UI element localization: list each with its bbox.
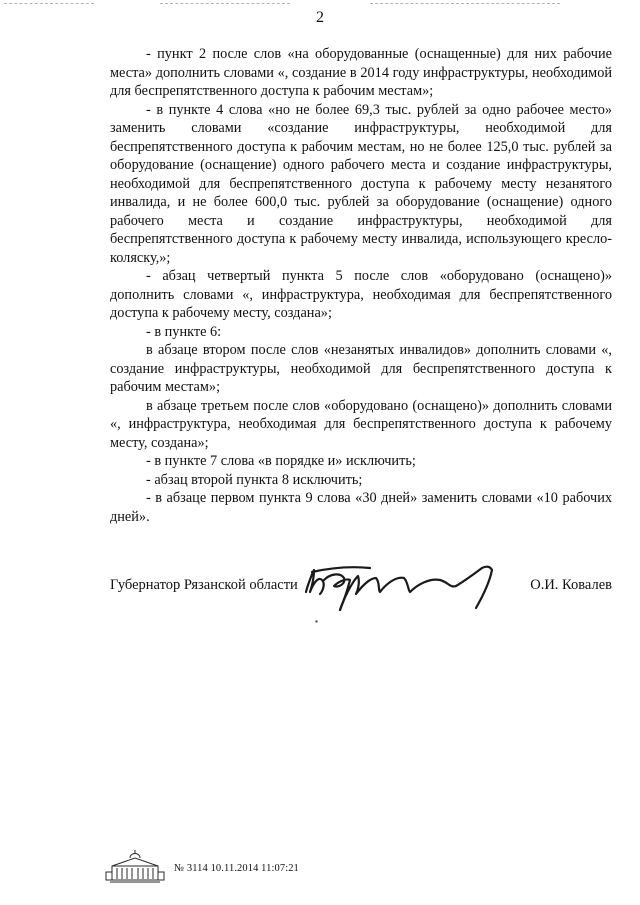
paragraph-item-7: - в пункте 7 слова «в порядке и» исключить;: [146, 453, 416, 469]
signer-name: О.И. Ковалев: [530, 577, 612, 593]
paragraph-item-4: - в пункте 4 слова «но не более 69,3 тыс. рублей за одно рабочее место» заменить словами «создание инфраструктуры, необходимой для беспрепятственного доступа к рабочим местам, но не более 125,0 тыс. рублей за оборудование (оснащение) одного рабочего места и создание инфраструктуры, необходимой для беспрепятственного доступа к рабочему месту незанятого инвалида, и не более 600,0 тыс. рублей за оборудование (оснащение) одного рабочего места и создание инфраструктуры, необходимой для беспрепятственного доступа к рабочему месту инвалида, использующего кресло-коляску,»;: [110, 101, 612, 266]
registration-stamp: № 3114 10.11.2014 11:07:21: [174, 863, 299, 874]
page-number: 2: [316, 9, 324, 26]
paragraph-item-5: - абзац четвертый пункта 5 после слов «оборудовано (оснащено)» дополнить словами «, инфраструктура, необходимая для беспрепятственного доступа к рабочему месту, создана»;: [110, 268, 612, 321]
scan-edge-mark: [4, 3, 94, 5]
scan-edge-mark: [370, 3, 560, 5]
scan-edge-mark: [160, 3, 290, 5]
paragraph-item-9: - в абзаце первом пункта 9 слова «30 дней» заменить словами «10 рабочих дней».: [110, 490, 612, 525]
scan-speck: [315, 620, 318, 623]
paragraph-item-6-sub-3: в абзаце третьем после слов «оборудовано (оснащено)» дополнить словами «, инфраструктура, необходимая для беспрепятственного доступа к рабочему месту, создана»;: [110, 397, 612, 451]
registration-footer: [104, 848, 364, 888]
signer-position-title: Губернатор Рязанской области: [110, 577, 298, 593]
paragraph-item-6-intro: - в пункте 6:: [146, 323, 222, 340]
signature-block: [110, 560, 612, 620]
paragraph-item-2: - пункт 2 после слов «на оборудованные (оснащенные) для них рабочие места» дополнить словами «, создание в 2014 году инфраструктуры, необходимой для беспрепятственного доступа к рабочим местам»;: [110, 46, 612, 99]
document-body: [110, 45, 612, 526]
paragraph-item-6-sub-2: в абзаце втором после слов «незанятых инвалидов» дополнить словами «, создание инфраструктуры, необходимой для беспрепятственного доступа к рабочим местам»;: [110, 342, 612, 395]
handwritten-signature-icon: [300, 560, 500, 622]
paragraph-item-8: - абзац второй пункта 8 исключить;: [146, 471, 363, 488]
government-building-emblem-icon: [104, 848, 166, 884]
